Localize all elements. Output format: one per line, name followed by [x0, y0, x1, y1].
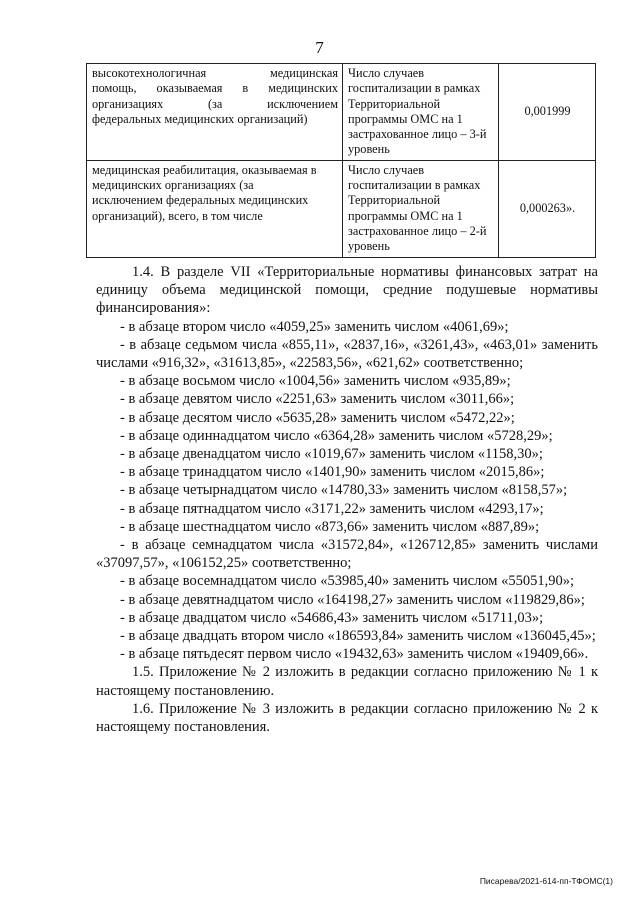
list-item: - в абзаце пятнадцатом число «3171,22» заменить числом «4293,17»; — [120, 500, 544, 517]
page-number: 7 — [315, 38, 324, 57]
service-type-line: помощь, оказываемая в медицинских — [92, 81, 338, 96]
list-item: - в абзаце шестнадцатом число «873,66» заменить числом «887,89»; — [120, 518, 540, 535]
list-item: - в абзаце тринадцатом число «1401,90» заменить числом «2015,86»; — [120, 464, 545, 481]
service-type-line: исключением федеральных медицинских — [92, 193, 309, 208]
clause-1-5: 1.5. Приложение № 2 изложить в редакции согласно приложению № 1 к настоящему постановлению. — [96, 664, 598, 699]
indicator-cell: Число случаев госпитализации в рамках Территориальной программы ОМС на 1 застрахованное лицо – 3-й уровень — [343, 64, 499, 161]
service-type-cell — [87, 160, 343, 257]
service-type-line: федеральных медицинских организаций) — [92, 111, 308, 126]
clause-1-4: 1.4. В разделе VII «Территориальные нормативы финансовых затрат на единицу объема медицинской помощи, средние подушевые нормативы финансирования»: — [96, 264, 598, 317]
list-item: - в абзаце седьмом числа «855,11», «2837,16», «3261,43», «463,01» заменить числами «916,32», «31613,85», «22583,56», «621,62» соответственно; — [96, 336, 598, 372]
list-item: - в абзаце пятьдесят первом число «19432,63» заменить числом «19409,66». — [120, 646, 589, 663]
list-item: - в абзаце четырнадцатом число «14780,33» заменить числом «8158,57»; — [120, 482, 568, 499]
service-type-line: организаций), всего, в том числе — [92, 208, 263, 223]
list-item: - в абзаце втором число «4059,25» заменить числом «4061,69»; — [120, 318, 509, 335]
service-type-cell — [87, 64, 343, 161]
list-item: - в абзаце одиннадцатом число «6364,28» заменить числом «5728,29»; — [120, 427, 553, 444]
list-item: - в абзаце восемнадцатом число «53985,40» заменить числом «55051,90»; — [120, 573, 574, 590]
value-cell: 0,000263». — [499, 160, 596, 257]
list-item: - в абзаце двадцать втором число «186593,84» заменить числом «136045,45»; — [120, 628, 596, 645]
document-footer-id: Писарева/2021-614-пп-ТФОМС(1) — [479, 876, 613, 886]
list-item: - в абзаце восьмом число «1004,56» заменить числом «935,89»; — [120, 373, 511, 390]
list-item: - в абзаце семнадцатом числа «31572,84», «126712,85» заменить числами «37097,57», «106152,25» соответственно; — [96, 537, 598, 572]
service-type-line: медицинская реабилитация, оказываемая в — [92, 162, 317, 177]
document-body — [96, 263, 598, 736]
service-type-line: высокотехнологичная медицинская — [92, 66, 338, 80]
service-type-line: организациях (за исключением — [92, 96, 338, 111]
list-item: - в абзаце десятом число «5635,28» заменить числом «5472,22»; — [120, 409, 515, 426]
norms-table — [86, 63, 596, 258]
list-item: - в абзаце двадцатом число «54686,43» заменить числом «51711,03»; — [120, 609, 544, 626]
list-item: - в абзаце двенадцатом число «1019,67» заменить числом «1158,30»; — [120, 446, 543, 463]
list-item: - в абзаце девятнадцатом число «164198,27» заменить числом «119829,86»; — [120, 591, 585, 608]
list-item: - в абзаце девятом число «2251,63» заменить числом «3011,66»; — [120, 391, 515, 408]
table-row — [87, 64, 596, 161]
service-type-line: медицинских организациях (за — [92, 178, 254, 193]
indicator-cell: Число случаев госпитализации в рамках Территориальной программы ОМС на 1 застрахованное лицо – 2-й уровень — [343, 160, 499, 257]
value-cell: 0,001999 — [499, 64, 596, 161]
clause-1-6: 1.6. Приложение № 3 изложить в редакции согласно приложению № 2 к настоящему постановления. — [96, 700, 598, 736]
table-row — [87, 160, 596, 257]
